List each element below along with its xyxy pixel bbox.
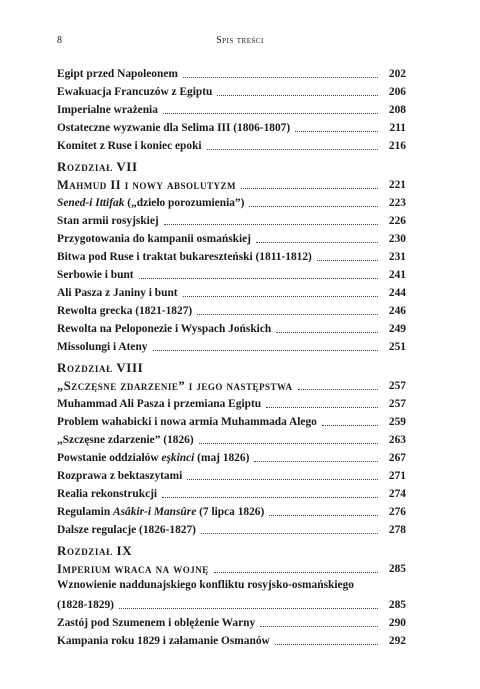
entry-page: 251 [388, 341, 406, 353]
entry-page: 257 [388, 380, 406, 392]
toc-entry[interactable] [57, 300, 406, 318]
chapter-heading: Rozdział VII [57, 159, 138, 174]
entry-page: 290 [388, 617, 406, 629]
entry-label: Stan armii rosyjskiej [57, 215, 159, 227]
entry-label: Problem wahabicki i nowa armia Muhammada Alego [57, 416, 317, 428]
chapter-title: Mahmud II i nowy absolutyzm [57, 178, 237, 192]
entry-label [57, 196, 244, 210]
entry-page: 223 [388, 197, 406, 209]
dot-leader [298, 389, 378, 390]
entry-label: Ali Pasza z Janiny i bunt [57, 287, 178, 299]
toc-entry[interactable] [57, 483, 406, 501]
chapter-title-entry[interactable] [57, 558, 406, 576]
toc-entry[interactable] [57, 192, 406, 210]
entry-page: 216 [388, 140, 406, 152]
chapter-heading: Rozdział VIII [57, 360, 144, 375]
dot-leader [317, 260, 378, 261]
toc-entry[interactable] [57, 117, 406, 135]
entry-label: Egipt przed Napoleonem [57, 68, 178, 80]
chapter-8 [57, 360, 406, 537]
toc-entry[interactable] [57, 393, 406, 411]
dot-leader [322, 425, 378, 426]
toc-entry[interactable] [57, 318, 406, 336]
dot-leader [241, 188, 378, 189]
dot-leader [295, 131, 378, 132]
toc-entry[interactable] [57, 465, 406, 483]
entry-label-start: Regulamin [57, 506, 114, 518]
toc-entry[interactable] [57, 576, 406, 612]
entry-label-rest: (maj 1826) [194, 452, 250, 464]
entry-page: 263 [388, 434, 406, 446]
dot-leader [183, 77, 378, 78]
toc-entry[interactable] [57, 612, 406, 630]
page-number: 8 [57, 35, 62, 46]
toc-entry[interactable] [57, 264, 406, 282]
table-of-contents [57, 63, 406, 648]
entry-label: „Szczęsne zdarzenie” (1826) [57, 434, 194, 446]
entry-label: Bitwa pod Ruse i traktat bukareszteński (1811-1812) [57, 251, 312, 263]
entry-label-rest: („dzieło porozumienia”) [124, 197, 245, 209]
entry-page: 206 [388, 86, 406, 98]
entry-page: 285 [388, 563, 406, 575]
entry-page: 271 [388, 470, 406, 482]
entry-label: Kampania roku 1829 i załamanie Osmanów [57, 635, 270, 647]
entry-label: Rewolta na Peloponezie i Wyspach Jońskich [57, 323, 272, 335]
entry-page: 274 [388, 488, 406, 500]
chapter-title-entry[interactable] [57, 375, 406, 393]
chapter-heading: Rozdział IX [57, 543, 133, 558]
toc-entry[interactable] [57, 81, 406, 99]
entry-label: Ostateczne wyzwanie dla Selima III (1806-1807) [57, 122, 291, 134]
toc-entry[interactable] [57, 210, 406, 228]
dot-leader [163, 113, 378, 114]
entry-label-rest: (7 lipca 1826) [196, 506, 265, 518]
dot-leader [164, 224, 378, 225]
dot-leader [162, 497, 378, 498]
entry-label: Imperialne wrażenia [57, 104, 158, 116]
toc-entry[interactable] [57, 63, 406, 81]
entry-page: 241 [388, 269, 406, 281]
toc-entry[interactable] [57, 246, 406, 264]
entry-label: Realia rekonstrukcji [57, 488, 158, 500]
entry-page: 292 [388, 635, 406, 647]
toc-entry[interactable] [57, 501, 406, 519]
dot-leader [187, 479, 378, 480]
dot-leader [153, 350, 378, 351]
entry-label: Przygotowania do kampanii osmańskiej [57, 233, 251, 245]
entry-page: 244 [388, 287, 406, 299]
entry-page: 231 [388, 251, 406, 263]
dot-leader [266, 407, 378, 408]
entry-label: Komitet z Ruse i koniec epoki [57, 140, 202, 152]
toc-entry[interactable] [57, 228, 406, 246]
toc-entry[interactable] [57, 447, 406, 465]
entry-page: 208 [388, 104, 406, 116]
chapter-9 [57, 543, 406, 648]
toc-entry[interactable] [57, 630, 406, 648]
toc-entry[interactable] [57, 99, 406, 117]
entry-label: Ewakuacja Francuzów z Egiptu [57, 86, 213, 98]
toc-entry[interactable] [57, 336, 406, 354]
entry-page: 246 [388, 305, 406, 317]
dot-leader [275, 644, 378, 645]
entry-page: 285 [388, 599, 406, 611]
dot-leader [201, 533, 378, 534]
entry-page: 230 [388, 233, 406, 245]
entry-label [57, 451, 249, 465]
dot-leader [256, 242, 378, 243]
entry-page: 249 [388, 323, 406, 335]
dot-leader [249, 206, 378, 207]
entry-page: 257 [388, 398, 406, 410]
entry-label-line1: Wznowienie naddunajskiego konfliktu rosyjsko-osmańskiego [57, 579, 354, 591]
dot-leader [119, 608, 378, 609]
running-title: Spis treści [216, 35, 264, 46]
dot-leader [269, 515, 378, 516]
entry-italic: Sened-i Ittifak [57, 197, 125, 209]
dot-leader [254, 461, 378, 462]
entry-line2 [57, 594, 406, 612]
dot-leader [139, 278, 378, 279]
chapter-7 [57, 159, 406, 354]
entry-label [57, 505, 264, 519]
entry-label: Rewolta grecka (1821-1827) [57, 305, 193, 317]
dot-leader [260, 626, 378, 627]
dot-leader [183, 296, 378, 297]
entry-label: Serbowie i bunt [57, 269, 134, 281]
entry-label-start: Powstanie oddziałów [57, 452, 162, 464]
toc-entry[interactable] [57, 282, 406, 300]
dot-leader [214, 572, 378, 573]
entry-label: Zastój pod Szumenem i oblężenie Warny [57, 617, 256, 629]
entry-label: Missolungi i Ateny [57, 341, 148, 353]
toc-entry[interactable] [57, 519, 406, 537]
dot-leader [197, 314, 378, 315]
toc-entry[interactable] [57, 135, 406, 153]
entry-italic: eşkinci [161, 452, 195, 464]
entry-page: 259 [388, 416, 406, 428]
entry-label-line2: (1828-1829) [57, 599, 114, 611]
entry-page: 278 [388, 524, 406, 536]
entry-page: 276 [388, 506, 406, 518]
entry-italic: Asâkir-i Mansûre [113, 506, 197, 518]
chapter-title-entry[interactable] [57, 174, 406, 192]
entry-page: 202 [388, 68, 406, 80]
dot-leader [217, 95, 378, 96]
entry-page: 221 [388, 179, 406, 191]
entry-page: 211 [389, 122, 406, 134]
chapter-title: Imperium wraca na wojnę [57, 562, 209, 576]
entry-page: 267 [388, 452, 406, 464]
entry-label: Rozprawa z bektaszytami [57, 470, 183, 482]
dot-leader [207, 149, 378, 150]
entry-label: Dalsze regulacje (1826-1827) [57, 524, 196, 536]
page-header [57, 35, 423, 49]
chapter-title: „Szczęsne zdarzenie” i jego następstwa [57, 379, 293, 393]
dot-leader [276, 332, 378, 333]
entry-page: 226 [388, 215, 406, 227]
toc-entry[interactable] [57, 411, 406, 429]
entry-label: Muhammad Ali Pasza i przemiana Egiptu [57, 398, 262, 410]
dot-leader [199, 443, 378, 444]
toc-entry[interactable] [57, 429, 406, 447]
